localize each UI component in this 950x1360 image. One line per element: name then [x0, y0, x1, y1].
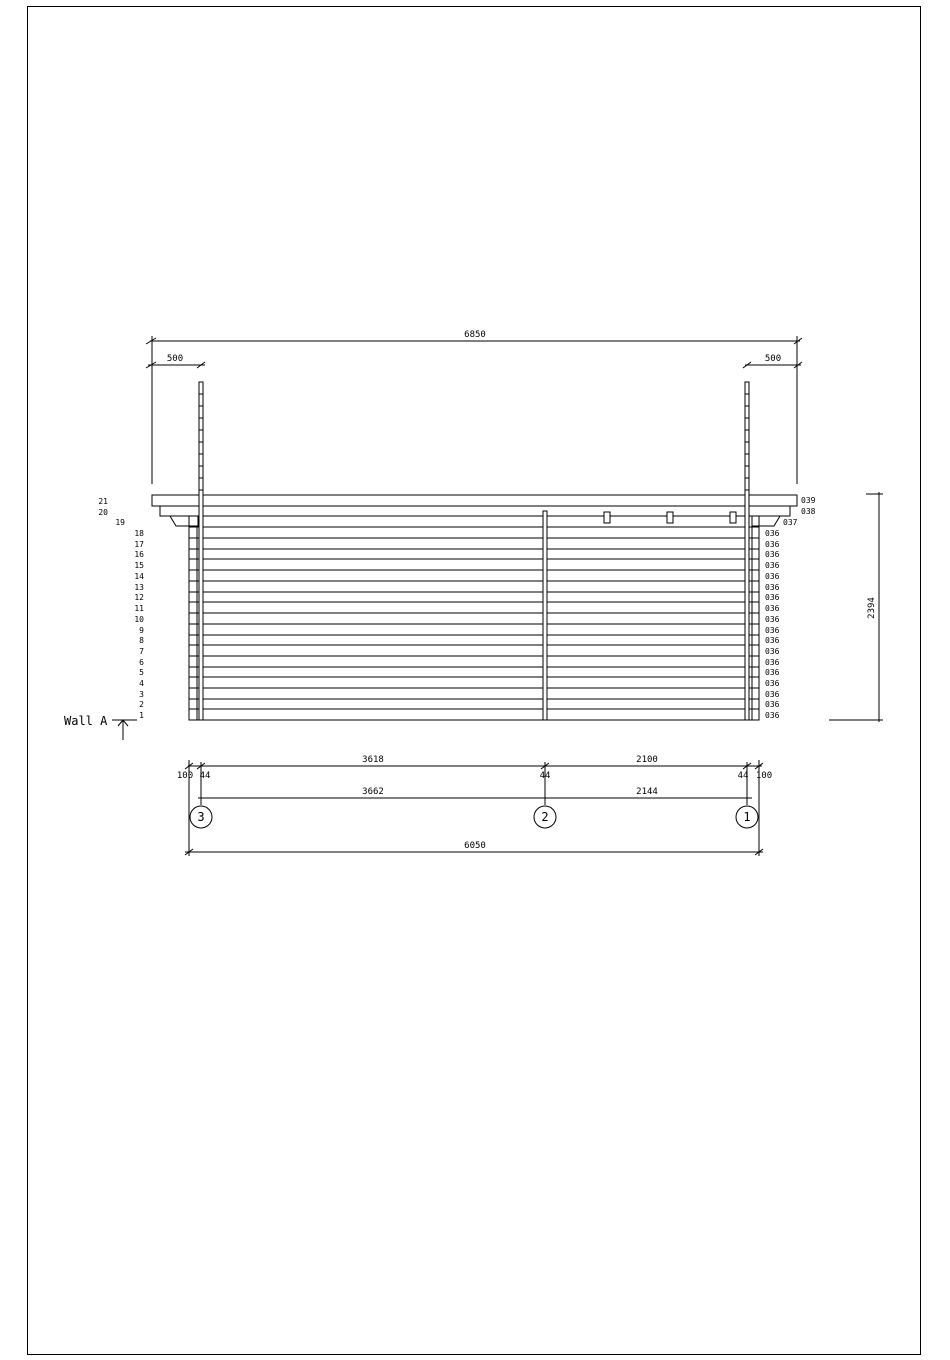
log-code: 036 [765, 679, 780, 688]
log-number: 14 [134, 572, 144, 581]
dim-overhang-right: 500 [764, 354, 782, 364]
bracket-3 [730, 512, 736, 523]
log-number: 5 [139, 668, 144, 677]
log-number-21: 21 [98, 497, 108, 506]
log-courses [189, 527, 759, 709]
log-code: 036 [765, 572, 780, 581]
log-number: 16 [134, 550, 144, 559]
eave-right [752, 516, 780, 526]
log-code: 036 [765, 690, 780, 699]
log-code: 036 [765, 711, 780, 720]
dim-axis-seg-a: 3662 [362, 787, 384, 797]
log-number: 8 [139, 636, 144, 645]
log-number: 10 [134, 615, 144, 624]
log-number: 6 [139, 658, 144, 667]
log-number: 3 [139, 690, 144, 699]
dim-height: 2394 [867, 597, 877, 619]
wall-arrow-icon [112, 720, 137, 740]
log-code: 036 [765, 636, 780, 645]
dim-total-top: 6850 [464, 330, 486, 340]
log-code: 036 [765, 700, 780, 709]
log-number: 12 [134, 593, 144, 602]
axis-label-3: 3 [197, 810, 205, 824]
log-code: 036 [765, 561, 780, 570]
dim-end-left: 100 [176, 771, 194, 781]
log-code: 036 [765, 583, 780, 592]
dim-end-right: 100 [755, 771, 773, 781]
post-right [745, 382, 749, 720]
dim-post-right: 44 [737, 771, 749, 781]
log-code: 036 [765, 550, 780, 559]
log-code: 036 [765, 540, 780, 549]
log-code: 036 [765, 668, 780, 677]
log-number: 7 [139, 647, 144, 656]
dim-seg-b: 2100 [636, 755, 658, 765]
log-code: 036 [765, 626, 780, 635]
log-number-19: 19 [115, 518, 125, 527]
post-middle [543, 511, 547, 720]
log-code-20: 038 [801, 507, 816, 516]
log-code-21: 039 [801, 496, 816, 505]
log-number: 11 [134, 604, 144, 613]
dim-post-left: 44 [199, 771, 211, 781]
roof-board-21 [152, 495, 797, 506]
axis-label-2: 2 [541, 810, 549, 824]
dim-axis-seg-b: 2144 [636, 787, 658, 797]
log-number: 9 [139, 626, 144, 635]
log-code: 036 [765, 593, 780, 602]
dim-overhang-left: 500 [166, 354, 184, 364]
wall-label: Wall A [64, 714, 108, 728]
log-number-20: 20 [98, 508, 108, 517]
log-code: 036 [765, 529, 780, 538]
log-number: 17 [134, 540, 144, 549]
log-code: 036 [765, 647, 780, 656]
post-notches [199, 394, 749, 490]
bracket-1 [604, 512, 610, 523]
log-number: 15 [134, 561, 144, 570]
dim-seg-a: 3618 [362, 755, 384, 765]
log-number: 4 [139, 679, 144, 688]
log-code: 036 [765, 615, 780, 624]
eave-left [170, 516, 198, 526]
log-number: 1 [139, 711, 144, 720]
log-number: 18 [134, 529, 144, 538]
log-number: 13 [134, 583, 144, 592]
dim-post-mid: 44 [539, 771, 551, 781]
post-left [199, 382, 203, 720]
log-code: 036 [765, 604, 780, 613]
wall-body [189, 516, 759, 720]
bracket-2 [667, 512, 673, 523]
log-code-19: 037 [783, 518, 798, 527]
axis-label-1: 1 [743, 810, 751, 824]
roof-board-20 [160, 506, 790, 516]
dim-total-bottom: 6050 [464, 841, 486, 851]
log-code: 036 [765, 658, 780, 667]
log-number: 2 [139, 700, 144, 709]
